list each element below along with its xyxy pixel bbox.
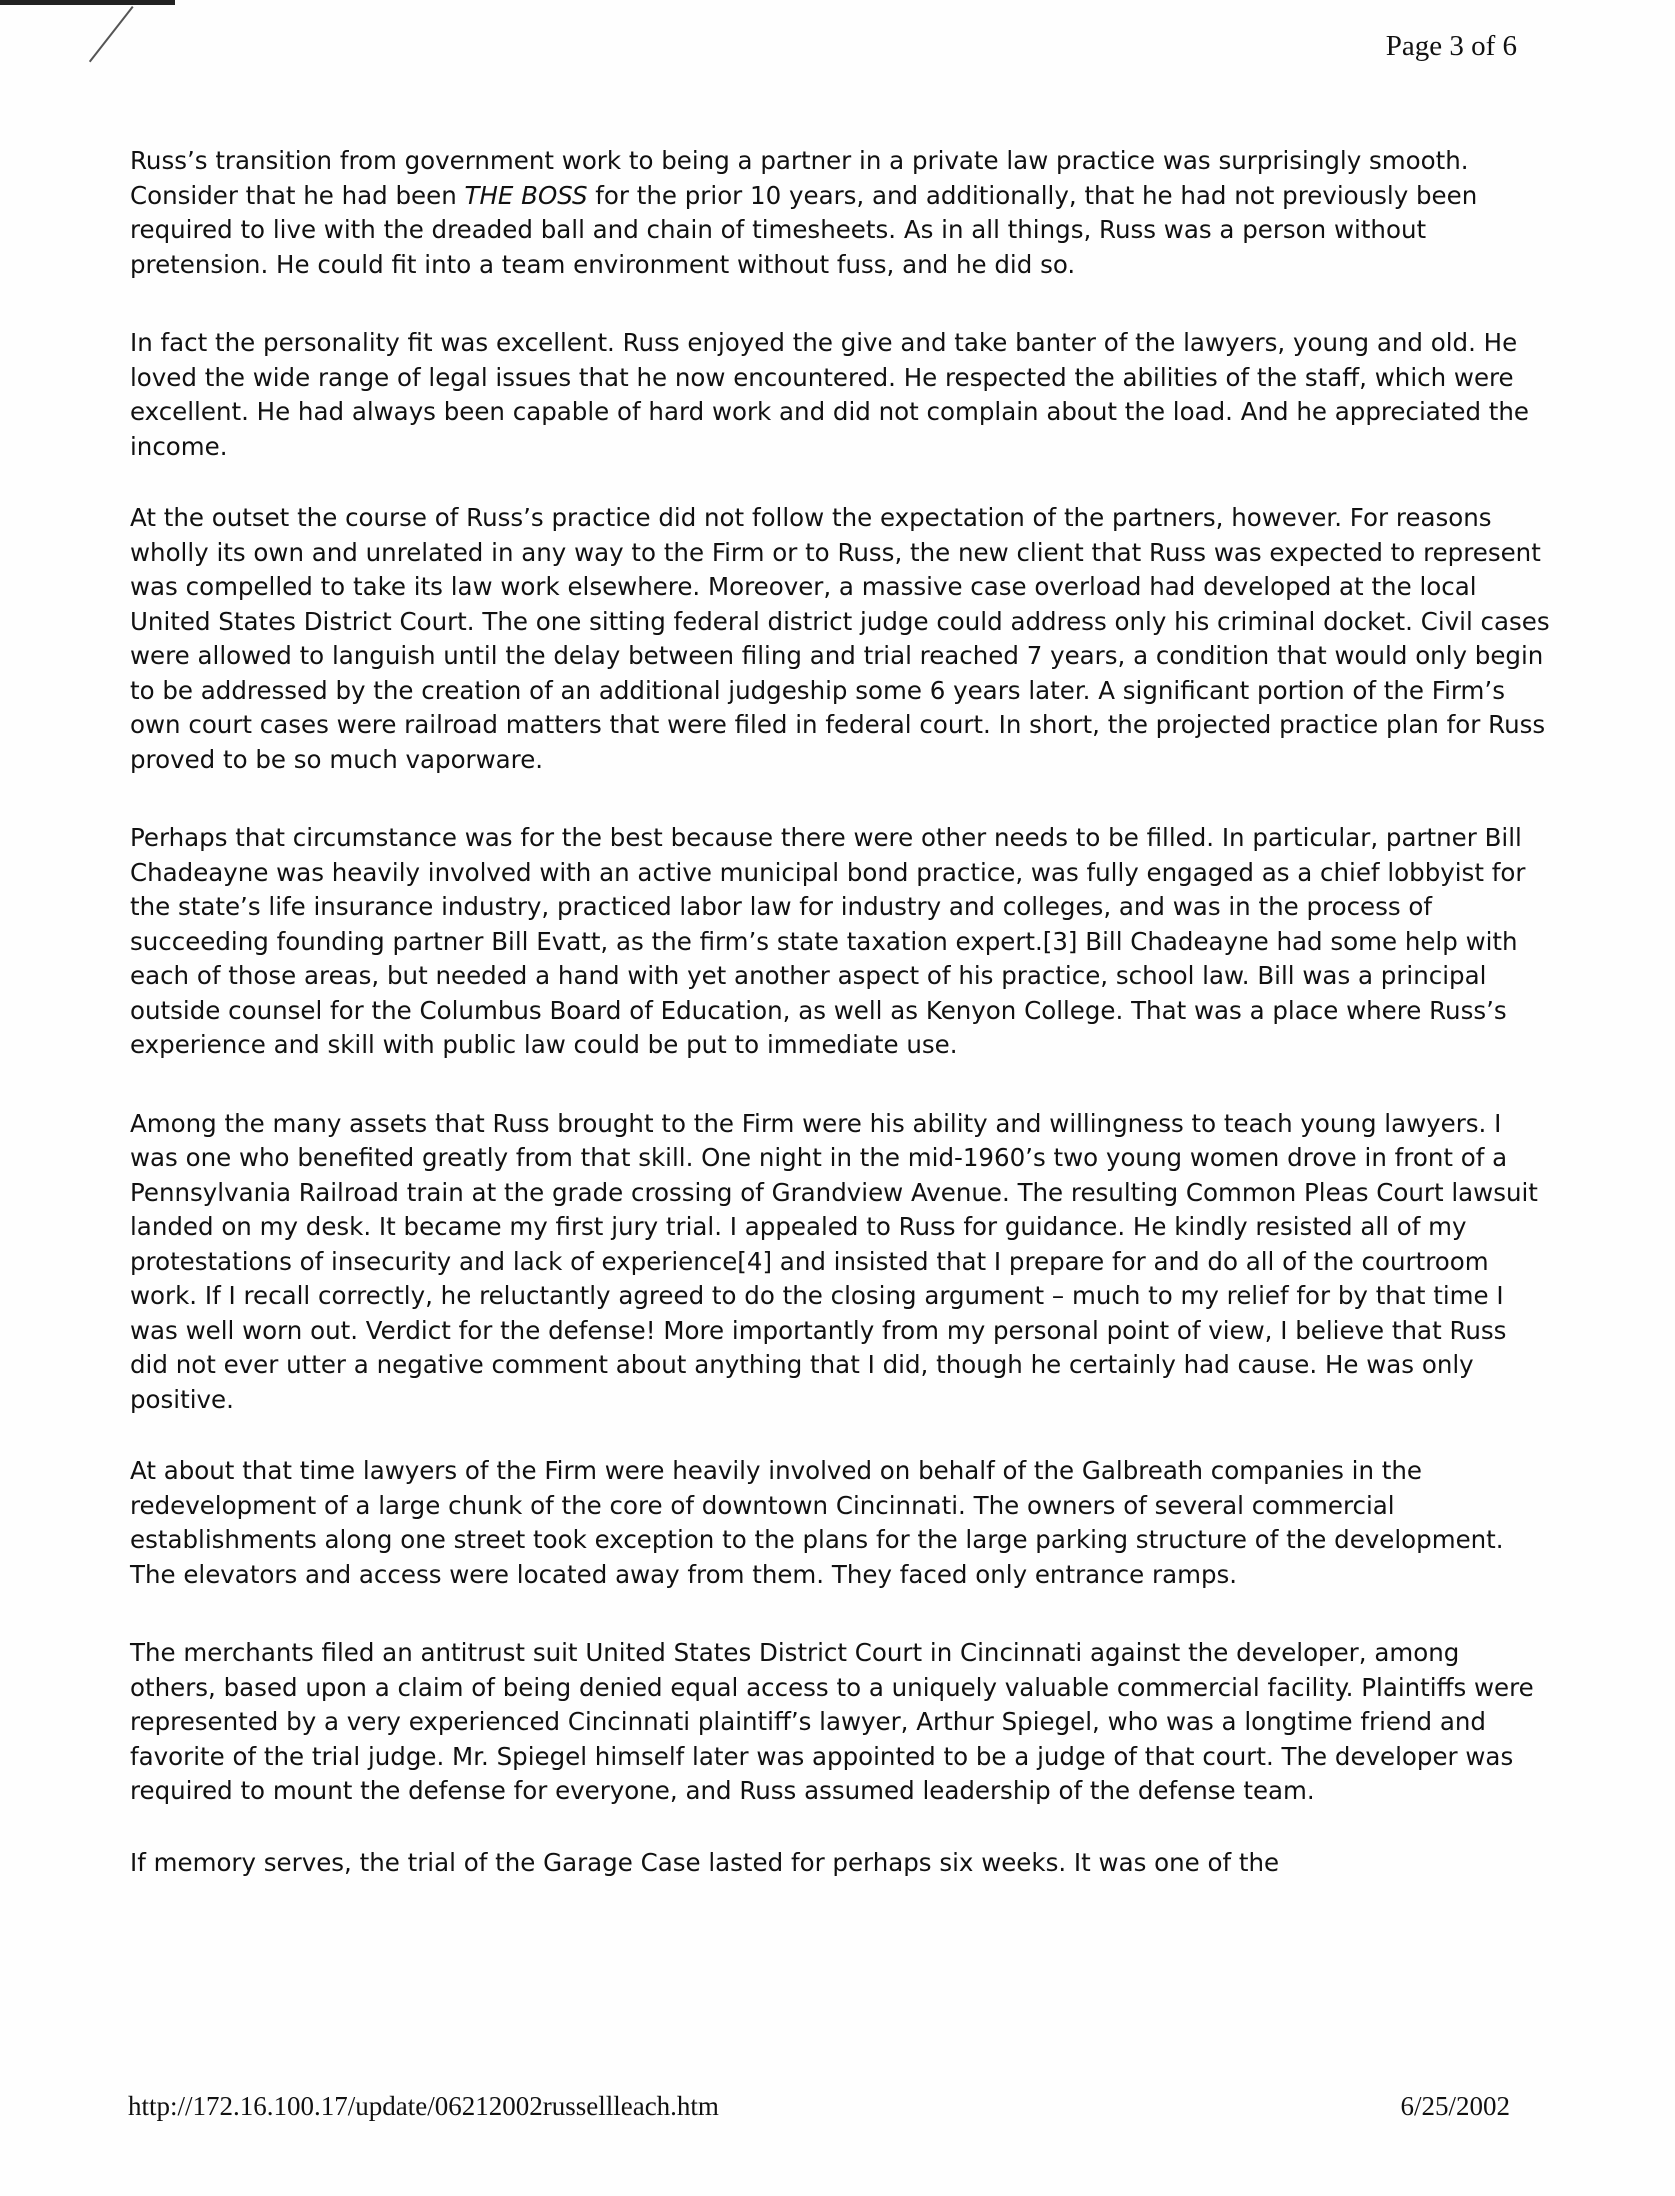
paragraph-1-emphasis: THE BOSS: [464, 180, 588, 210]
page-number: Page 3 of 6: [1385, 30, 1517, 62]
document-body: [130, 144, 1550, 1917]
paragraph-5: [130, 1107, 1550, 1418]
paragraph-6-text: At about that time lawyers of the Firm were heavily involved on behalf of the Galbreath companies in the redevelopment of a large chunk of the core of downtown Cincinnati. The owners of several commercial establishments along one street took exception to the plans for the large parking structure of the development. The elevators and access were located away from them. They faced only entrance ramps.: [130, 1456, 1504, 1589]
paragraph-2: [130, 326, 1550, 464]
footer-url: http://172.16.100.17/update/06212002russellleach.htm: [128, 2091, 719, 2121]
paragraph-2-text: In fact the personality fit was excellent. Russ enjoyed the give and take banter of the lawyers, young and old. He loved the wide range of legal issues that he now encountered. He respected the abilities of the staff, which were excellent. He had always been capable of hard work and did not complain about the load. And he appreciated the income.: [130, 328, 1530, 461]
paragraph-5-text: Among the many assets that Russ brought to the Firm were his ability and willingness to teach young lawyers. I was one who benefited greatly from that skill. One night in the mid-1960’s two young women drove in front of a Pennsylvania Railroad train at the grade crossing of Grandview Avenue. The resulting Common Pleas Court lawsuit landed on my desk. It became my first jury trial. I appealed to Russ for guidance. He kindly resisted all of my protestations of insecurity and lack of experience[4] and insisted that I prepare for and do all of the courtroom work. If I recall correctly, he reluctantly agreed to do the closing argument – much to my relief for by that time I was well worn out. Verdict for the defense! More importantly from my personal point of view, I believe that Russ did not ever utter a negative comment about anything that I did, though he certainly had cause. He was only positive.: [130, 1108, 1538, 1414]
scan-edge-mark: [0, 0, 175, 17]
paragraph-4-text: Perhaps that circumstance was for the best because there were other needs to be filled. In particular, partner Bill Chadeayne was heavily involved with an active municipal bond practice, was fully engaged as a chief lobbyist for the state’s life insurance industry, practiced labor law for industry and colleges, and was in the process of succeeding founding partner Bill Evatt, as the firm’s state taxation expert.[3] Bill Chadeayne had some help with each of those areas, but needed a hand with yet another aspect of his practice, school law. Bill was a principal outside counsel for the Columbus Board of Education, as well as Kenyon College. That was a place where Russ’s experience and skill with public law could be put to immediate use.: [130, 823, 1526, 1059]
paragraph-8: [130, 1846, 1550, 1881]
paragraph-3-text: At the outset the course of Russ’s practice did not follow the expectation of the partners, however. For reasons wholly its own and unrelated in any way to the Firm or to Russ, the new client that Russ was expected to represent was compelled to take its law work elsewhere. Moreover, a massive case overload had developed at the local United States District Court. The one sitting federal district judge could address only his criminal docket. Civil cases were allowed to languish until the delay between filing and trial reached 7 years, a condition that would only begin to be addressed by the creation of an additional judgeship some 6 years later. A significant portion of the Firm’s own court cases were railroad matters that were filed in federal court. In short, the projected practice plan for Russ proved to be so much vaporware.: [130, 503, 1550, 774]
paragraph-7: [130, 1636, 1550, 1809]
paragraph-8-text: If memory serves, the trial of the Garage Case lasted for perhaps six weeks. It was one of the: [130, 1847, 1280, 1877]
footer-date: 6/25/2002: [1400, 2091, 1510, 2121]
paragraph-6: [130, 1454, 1550, 1592]
paragraph-7-text: The merchants filed an antitrust suit United States District Court in Cincinnati against the developer, among others, based upon a claim of being denied equal access to a uniquely valuable commercial facility. Plaintiffs were represented by a very experienced Cincinnati plaintiff’s lawyer, Arthur Spiegel, who was a longtime friend and favorite of the trial judge. Mr. Spiegel himself later was appointed to be a judge of that court. The developer was required to mount the defense for everyone, and Russ assumed leadership of the defense team.: [130, 1638, 1534, 1805]
paragraph-1-text-a: Russ’s transition from government work to being a partner in a private law practice was surprisingly smooth. Consider that he had been: [130, 146, 1469, 210]
paragraph-1-text-b: for the prior 10 years, and additionally, that he had not previously been required to live with the dreaded ball and chain of timesheets. As in all things, Russ was a person without pretension. He could fit into a team environment without fuss, and he did so.: [130, 180, 1478, 279]
paragraph-1: [130, 144, 1550, 282]
paragraph-3: [130, 501, 1550, 777]
paragraph-4: [130, 821, 1550, 1063]
